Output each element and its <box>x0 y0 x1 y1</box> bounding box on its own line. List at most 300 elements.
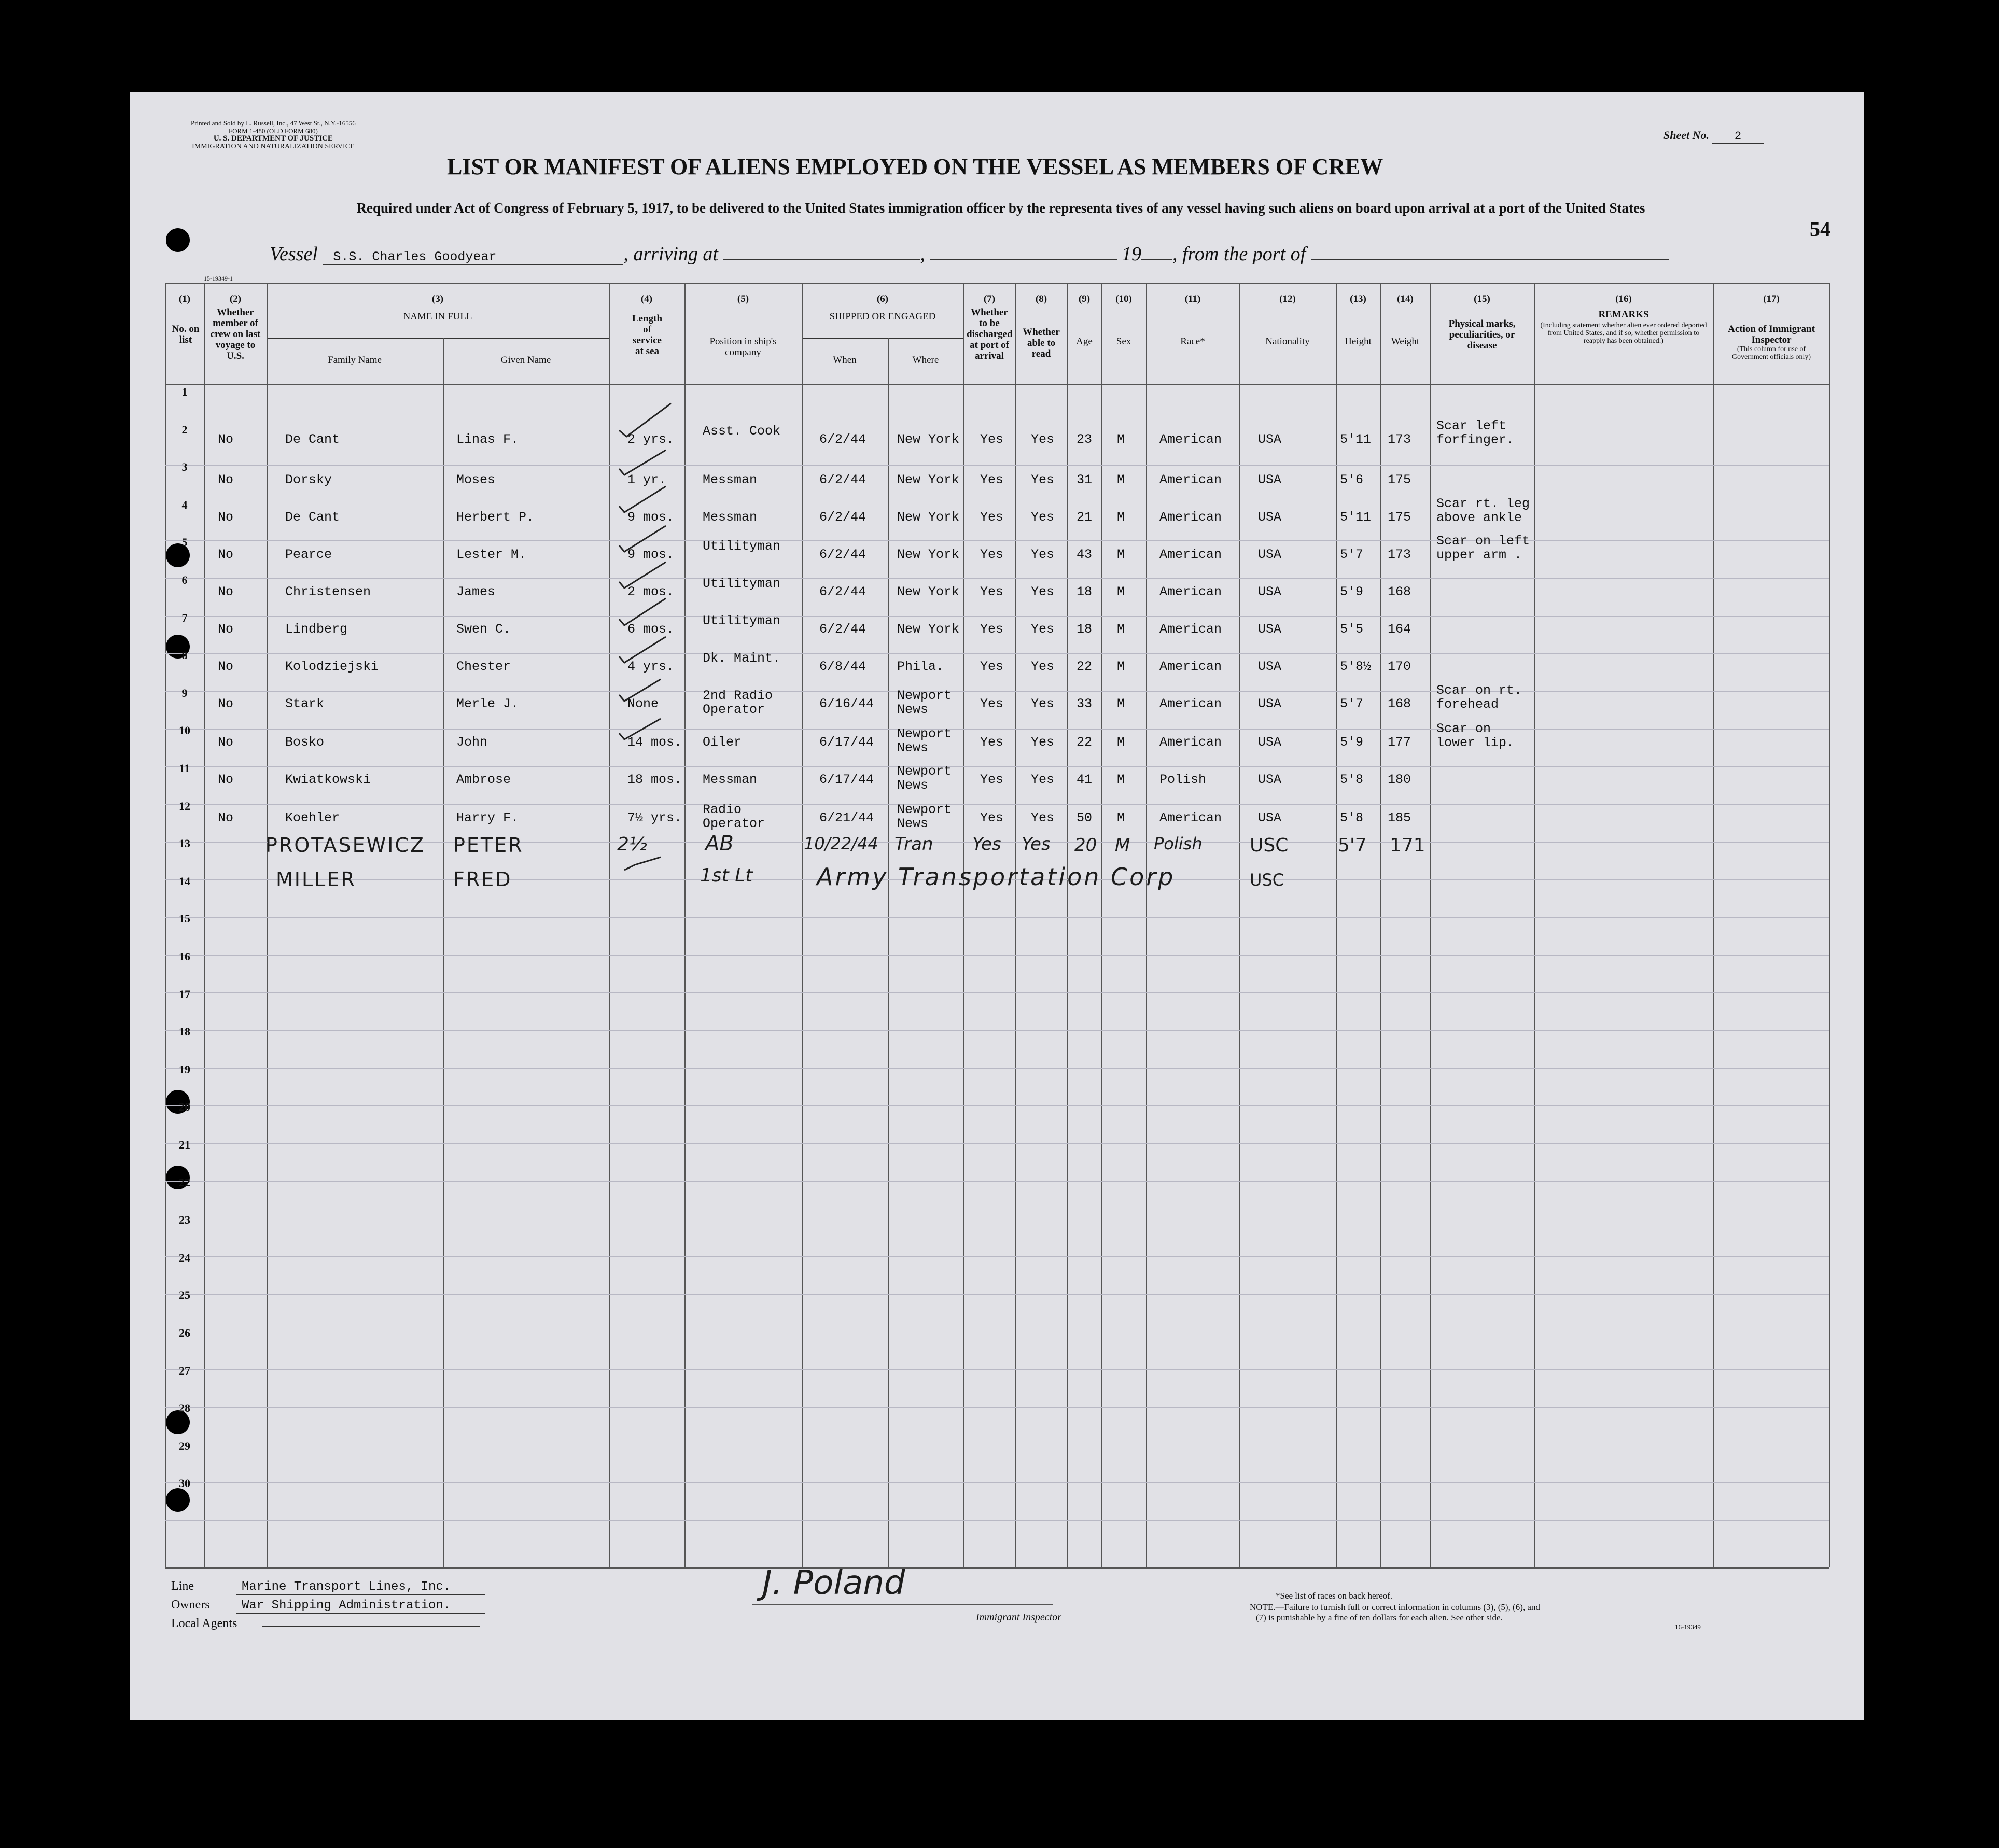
line-number: 10 <box>179 724 190 737</box>
cell-service: 14 mos. <box>627 735 682 750</box>
cell-given: Lester M. <box>456 547 527 562</box>
cell-read: Yes <box>1031 510 1055 525</box>
cell-prev: No <box>218 622 234 637</box>
check-mark-icon <box>619 486 666 512</box>
col-num: (15) <box>1474 293 1490 304</box>
handwritten-nationality: USC <box>1250 870 1284 890</box>
cell-nationality: USA <box>1258 659 1282 674</box>
cell-family: Dorsky <box>285 472 332 487</box>
printer-imprint <box>191 119 356 150</box>
cell-when: 6/17/44 <box>819 735 874 750</box>
cell-age: 22 <box>1077 659 1093 674</box>
col-num: (9) <box>1078 293 1091 304</box>
cell-prev: No <box>218 432 234 447</box>
col-num: (11) <box>1184 293 1201 304</box>
cell-service: 2 yrs. <box>627 432 675 447</box>
form-code-footer: 16-19349 <box>1675 1623 1701 1631</box>
row-rule <box>165 691 1829 692</box>
row-rule <box>165 1068 1829 1069</box>
col-num: (1) <box>178 293 191 304</box>
row-rule <box>165 1105 1829 1106</box>
table-bottom-border <box>165 1567 1829 1569</box>
cell-family: De Cant <box>285 510 340 525</box>
col-divider <box>1146 283 1147 1567</box>
handwritten-note: Army Transportation Corp <box>817 863 1176 891</box>
cell-weight: 168 <box>1388 696 1411 711</box>
cell-weight: 175 <box>1388 510 1411 525</box>
col-header-race: Race* <box>1180 336 1205 347</box>
check-mark-icon <box>619 562 666 588</box>
cell-weight: 180 <box>1388 772 1411 787</box>
cell-nationality: USA <box>1258 510 1282 525</box>
cell-when: 6/2/44 <box>819 510 866 525</box>
cell-weight: 173 <box>1388 432 1411 447</box>
form-code: 15-19349-1 <box>204 275 233 282</box>
row-rule <box>165 766 1829 767</box>
col-header-remarks-note: (Including statement whether alien ever ordered deported from United States, and if so, whether permission to reapply has been obtained.) <box>1540 321 1707 345</box>
cell-nationality: USA <box>1258 432 1282 447</box>
cell-age: 23 <box>1077 432 1093 447</box>
cell-prev: No <box>218 472 234 487</box>
col-divider <box>1015 283 1016 1567</box>
handwritten-position: 1st Lt <box>700 865 753 886</box>
row-rule <box>165 616 1829 617</box>
cell-read: Yes <box>1031 810 1055 825</box>
cell-when: 6/17/44 <box>819 772 874 787</box>
cell-nationality: USA <box>1258 735 1282 750</box>
col-header-remarks: REMARKS <box>1598 309 1649 320</box>
cell-prev: No <box>218 735 234 750</box>
col-header-height: Height <box>1345 336 1372 347</box>
handwritten-given-name: PETER <box>453 834 524 857</box>
check-mark-icon <box>619 403 671 437</box>
col-num: (10) <box>1115 293 1132 304</box>
cell-read: Yes <box>1031 696 1055 711</box>
line-number: 11 <box>179 762 190 775</box>
cell-marks: Scar on lower lip. <box>1436 721 1515 750</box>
cell-race: American <box>1159 659 1222 674</box>
col-divider <box>1534 283 1535 1567</box>
check-mark-icon <box>619 598 666 625</box>
cell-marks: Scar rt. leg above ankle <box>1436 496 1530 525</box>
handwritten-where: Tran <box>894 834 933 855</box>
row-rule <box>165 578 1829 579</box>
cell-service: 7½ yrs. <box>627 810 682 825</box>
cell-family: Bosko <box>285 735 325 750</box>
cell-race: American <box>1159 432 1222 447</box>
arrival-date <box>930 259 1117 260</box>
col-num: (3) <box>431 293 444 304</box>
cell-position: Radio Operator <box>703 802 765 831</box>
cell-family: Kwiatkowski <box>285 772 371 787</box>
cell-height: 5'5 <box>1340 622 1364 637</box>
footer-line <box>171 1579 485 1595</box>
cell-prev: No <box>218 810 234 825</box>
check-mark-icon <box>619 637 666 663</box>
col-divider <box>1430 283 1431 1567</box>
cell-sex: M <box>1117 772 1125 787</box>
check-mark-icon <box>619 719 661 739</box>
cell-sex: M <box>1117 584 1125 599</box>
cell-height: 5'7 <box>1340 547 1364 562</box>
cell-service: 4 yrs. <box>627 659 675 674</box>
col-header-family-name: Family Name <box>328 355 382 366</box>
handwritten-race: Polish <box>1154 834 1203 853</box>
cell-race: American <box>1159 584 1222 599</box>
cell-weight: 175 <box>1388 472 1411 487</box>
row-rule <box>165 1181 1829 1182</box>
line-number: 9 <box>181 686 188 699</box>
cell-height: 5'11 <box>1340 432 1372 447</box>
col-header-when: When <box>833 355 857 366</box>
col-header-length-of-service: Length of service at sea <box>632 313 663 357</box>
row-rule <box>165 653 1829 654</box>
row-rule <box>165 1030 1829 1031</box>
cell-read: Yes <box>1031 432 1055 447</box>
row-rule <box>165 917 1829 918</box>
handwritten-weight: 171 <box>1390 835 1425 856</box>
shipped-subheader-rule <box>802 338 963 339</box>
cell-where: Newport News <box>897 688 952 717</box>
col-header-inspector-note: (This column for use of Government officials only) <box>1731 345 1811 361</box>
races-note: *See list of races on back hereof. <box>1276 1591 1393 1601</box>
col-num: (14) <box>1397 293 1414 304</box>
cell-family: Christensen <box>285 584 371 599</box>
cell-sex: M <box>1117 547 1125 562</box>
line-number: 28 <box>179 1402 190 1415</box>
col-header-where: Where <box>912 355 939 366</box>
cell-where: New York <box>897 547 960 562</box>
cell-when: 6/16/44 <box>819 696 874 711</box>
line-number: 23 <box>179 1213 190 1227</box>
binder-hole <box>166 1488 190 1512</box>
col-header-shipped-engaged: SHIPPED OR ENGAGED <box>829 311 936 322</box>
cell-age: 22 <box>1077 735 1093 750</box>
col-divider <box>1336 283 1337 1567</box>
line-number: 8 <box>181 649 188 662</box>
cell-where: New York <box>897 510 960 525</box>
cell-given: Herbert P. <box>456 510 535 525</box>
row-rule <box>165 804 1829 805</box>
line-number: 15 <box>179 912 190 926</box>
col-header-discharged: Whether to be discharged at port of arrival <box>967 307 1013 361</box>
cell-where: New York <box>897 584 960 599</box>
line-number: 16 <box>179 950 190 963</box>
form-number: FORM 1-480 (OLD FORM 680) <box>228 127 318 135</box>
cell-when: 6/2/44 <box>819 432 866 447</box>
col-num: (8) <box>1035 293 1047 304</box>
row-rule <box>165 1369 1829 1370</box>
vessel-label: Vessel <box>270 243 318 265</box>
col-header-weight: Weight <box>1391 336 1420 347</box>
cell-position: Messman <box>703 472 758 487</box>
row-rule <box>165 1294 1829 1295</box>
cell-nationality: USA <box>1258 472 1282 487</box>
handwritten-discharge: Yes <box>972 834 1001 855</box>
col-num: (5) <box>737 293 749 304</box>
cell-family: Pearce <box>285 547 332 562</box>
cell-sex: M <box>1117 622 1125 637</box>
cell-family: Stark <box>285 696 325 711</box>
cell-when: 6/2/44 <box>819 584 866 599</box>
cell-sex: M <box>1117 659 1125 674</box>
inspector-label: Immigrant Inspector <box>976 1612 1061 1623</box>
cell-marks: Scar left forfinger. <box>1436 418 1515 447</box>
col-num: (12) <box>1279 293 1296 304</box>
cell-when: 6/2/44 <box>819 472 866 487</box>
col-divider <box>802 283 803 1567</box>
arriving-label: , arriving at <box>623 243 718 265</box>
cell-discharge: Yes <box>980 772 1004 787</box>
cell-prev: No <box>218 584 234 599</box>
cell-age: 18 <box>1077 622 1093 637</box>
handwritten-given-name: FRED <box>453 868 512 891</box>
row-rule <box>165 1520 1829 1521</box>
row-rule <box>165 1143 1829 1144</box>
cell-service: 6 mos. <box>627 622 675 637</box>
agents-label: Local Agents <box>171 1617 237 1630</box>
cell-prev: No <box>218 659 234 674</box>
cell-nationality: USA <box>1258 584 1282 599</box>
line-number: 5 <box>181 536 188 549</box>
cell-age: 41 <box>1077 772 1093 787</box>
col-header-prev-voyage: Whether member of crew on last voyage to U.S. <box>210 307 261 361</box>
cell-nationality: USA <box>1258 622 1282 637</box>
cell-service: 9 mos. <box>627 547 675 562</box>
cell-family: Lindberg <box>285 622 348 637</box>
col-header-nationality: Nationality <box>1265 336 1310 347</box>
check-mark-icon <box>624 857 661 870</box>
cell-where: Newport News <box>897 802 952 831</box>
cell-prev: No <box>218 772 234 787</box>
col-divider <box>204 283 205 1567</box>
col-num: (4) <box>640 293 653 304</box>
sheet-number <box>1663 129 1764 144</box>
cell-nationality: USA <box>1258 772 1282 787</box>
sheet-label: Sheet No. <box>1663 129 1709 142</box>
cell-where: Newport News <box>897 764 952 793</box>
row-rule <box>165 955 1829 956</box>
cell-read: Yes <box>1031 659 1055 674</box>
cell-when: 6/21/44 <box>819 810 874 825</box>
agents-blank <box>262 1626 480 1627</box>
cell-discharge: Yes <box>980 735 1004 750</box>
from-port <box>1311 259 1669 260</box>
cell-height: 5'9 <box>1340 735 1364 750</box>
handwritten-service: 2½ <box>617 834 647 855</box>
cell-position: Utilityman <box>703 539 781 554</box>
cell-weight: 170 <box>1388 659 1411 674</box>
cell-position: Asst. Cook <box>703 424 781 439</box>
cell-discharge: Yes <box>980 472 1004 487</box>
cell-weight: 177 <box>1388 735 1411 750</box>
cell-weight: 173 <box>1388 547 1411 562</box>
arriving-port <box>723 259 920 260</box>
col-header-position: Position in ship's company <box>709 336 777 358</box>
handwritten-family-name: PROTASEWICZ <box>265 834 425 857</box>
cell-service: 9 mos. <box>627 510 675 525</box>
col-divider <box>267 283 268 1567</box>
row-rule <box>165 1482 1829 1483</box>
cell-sex: M <box>1117 432 1125 447</box>
cell-position: Messman <box>703 510 758 525</box>
cell-service: 18 mos. <box>627 772 682 787</box>
cell-sex: M <box>1117 472 1125 487</box>
col-header-given-name: Given Name <box>500 355 551 366</box>
cell-service: 1 yr. <box>627 472 667 487</box>
cell-discharge: Yes <box>980 510 1004 525</box>
line-number: 2 <box>181 423 188 436</box>
row-rule <box>165 465 1829 466</box>
line-number: 24 <box>179 1251 190 1264</box>
cell-where: New York <box>897 472 960 487</box>
page-subtitle: Required under Act of Congress of February 5, 1917, to be delivered to the United States immigration officer by the representa tives of any vessel having such aliens on board upon arrival at a port of the United States <box>356 200 1645 216</box>
line-number: 12 <box>179 799 190 813</box>
cell-where: Newport News <box>897 726 952 755</box>
handwritten-nationality: USC <box>1250 835 1289 856</box>
cell-read: Yes <box>1031 547 1055 562</box>
cell-nationality: USA <box>1258 810 1282 825</box>
cell-read: Yes <box>1031 772 1055 787</box>
cell-nationality: USA <box>1258 547 1282 562</box>
cell-height: 5'7 <box>1340 696 1364 711</box>
cell-race: American <box>1159 472 1222 487</box>
line-number: 30 <box>179 1477 190 1490</box>
cell-given: Linas F. <box>456 432 519 447</box>
cell-family: Kolodziejski <box>285 659 379 674</box>
cell-nationality: USA <box>1258 696 1282 711</box>
col-header-age: Age <box>1076 336 1093 347</box>
col-divider <box>888 338 889 1567</box>
cell-height: 5'9 <box>1340 584 1364 599</box>
cell-service: 2 mos. <box>627 584 675 599</box>
vessel-name: S.S. Charles Goodyear <box>323 249 623 265</box>
cell-service: None <box>627 696 659 711</box>
col-header-sex: Sex <box>1116 336 1131 347</box>
from-port-label: , from the port of <box>1172 243 1306 265</box>
cell-discharge: Yes <box>980 696 1004 711</box>
cell-marks: Scar on rt. forehead <box>1436 683 1522 712</box>
page-number: 54 <box>1810 217 1830 241</box>
cell-weight: 168 <box>1388 584 1411 599</box>
cell-age: 18 <box>1077 584 1093 599</box>
cell-given: Harry F. <box>456 810 519 825</box>
line-number: 25 <box>179 1289 190 1302</box>
line-number: 3 <box>181 460 188 474</box>
cell-discharge: Yes <box>980 432 1004 447</box>
cell-age: 50 <box>1077 810 1093 825</box>
cell-sex: M <box>1117 510 1125 525</box>
service-name: IMMIGRATION AND NATURALIZATION SERVICE <box>192 143 355 150</box>
line-number: 26 <box>179 1326 190 1339</box>
cell-read: Yes <box>1031 735 1055 750</box>
header-bottom-border <box>165 384 1829 385</box>
col-header-inspector-action: Action of Immigrant Inspector <box>1728 324 1815 345</box>
cell-discharge: Yes <box>980 584 1004 599</box>
cell-when: 6/8/44 <box>819 659 866 674</box>
line-number: 19 <box>179 1062 190 1076</box>
line-number: 14 <box>179 874 190 888</box>
cell-given: Merle J. <box>456 696 519 711</box>
cell-prev: No <box>218 696 234 711</box>
handwritten-sex: M <box>1115 835 1130 856</box>
name-subheader-rule <box>267 338 609 339</box>
cell-race: American <box>1159 696 1222 711</box>
footer-agents <box>171 1617 480 1631</box>
row-rule <box>165 992 1829 993</box>
check-mark-icon <box>619 526 666 552</box>
cell-where: Phila. <box>897 659 944 674</box>
cell-age: 21 <box>1077 510 1093 525</box>
col-num: (17) <box>1763 293 1780 304</box>
cell-height: 5'8 <box>1340 810 1364 825</box>
penalty-note-1: NOTE.—Failure to furnish full or correct information in columns (3), (5), (6), and <box>1250 1602 1540 1612</box>
signature-rule <box>752 1604 1053 1605</box>
cell-weight: 164 <box>1388 622 1411 637</box>
handwritten-age: 20 <box>1074 835 1097 856</box>
line-number: 21 <box>179 1138 190 1151</box>
handwritten-family-name: MILLER <box>276 868 356 891</box>
col-divider <box>684 283 686 1567</box>
penalty-note-2: (7) is punishable by a fine of ten dollars for each alien. See other side. <box>1256 1613 1503 1622</box>
col-divider <box>1239 283 1240 1567</box>
cell-given: John <box>456 735 488 750</box>
cell-prev: No <box>218 547 234 562</box>
cell-family: Koehler <box>285 810 340 825</box>
cell-when: 6/2/44 <box>819 622 866 637</box>
cell-given: James <box>456 584 496 599</box>
cell-age: 33 <box>1077 696 1093 711</box>
line-number: 6 <box>181 573 188 586</box>
cell-sex: M <box>1117 810 1125 825</box>
check-mark-icon <box>619 450 666 475</box>
col-divider <box>1067 283 1068 1567</box>
cell-age: 31 <box>1077 472 1093 487</box>
col-header-physical-marks: Physical marks, peculiarities, or disease <box>1448 318 1516 351</box>
line-number: 20 <box>179 1100 190 1114</box>
footer-owners <box>171 1598 485 1614</box>
col-num: (13) <box>1350 293 1366 304</box>
cell-position: 2nd Radio Operator <box>703 688 773 717</box>
line-number: 29 <box>179 1439 190 1452</box>
cell-given: Moses <box>456 472 496 487</box>
col-num: (2) <box>229 293 242 304</box>
cell-race: American <box>1159 622 1222 637</box>
col-divider <box>1101 283 1102 1567</box>
line-number: 13 <box>179 837 190 850</box>
cell-read: Yes <box>1031 472 1055 487</box>
cell-prev: No <box>218 510 234 525</box>
department-name: U. S. DEPARTMENT OF JUSTICE <box>213 134 333 143</box>
cell-discharge: Yes <box>980 622 1004 637</box>
inspector-signature: J. Poland <box>762 1564 905 1602</box>
page-title: LIST OR MANIFEST OF ALIENS EMPLOYED ON THE VESSEL AS MEMBERS OF CREW <box>447 154 1383 179</box>
cell-given: Ambrose <box>456 772 511 787</box>
line-number: 18 <box>179 1025 190 1039</box>
line-label: Line <box>171 1579 194 1593</box>
cell-position: Oiler <box>703 735 742 750</box>
handwritten-when: 10/22/44 <box>804 834 878 853</box>
col-divider <box>443 338 444 1567</box>
cell-race: American <box>1159 735 1222 750</box>
owners-label: Owners <box>171 1598 210 1612</box>
cell-sex: M <box>1117 696 1125 711</box>
cell-sex: M <box>1117 735 1125 750</box>
printer-line: Printed and Sold by L. Russell, Inc., 47 West St., N.Y.-16556 <box>191 119 356 127</box>
cell-discharge: Yes <box>980 547 1004 562</box>
row-rule <box>165 1256 1829 1257</box>
col-num: (7) <box>983 293 996 304</box>
